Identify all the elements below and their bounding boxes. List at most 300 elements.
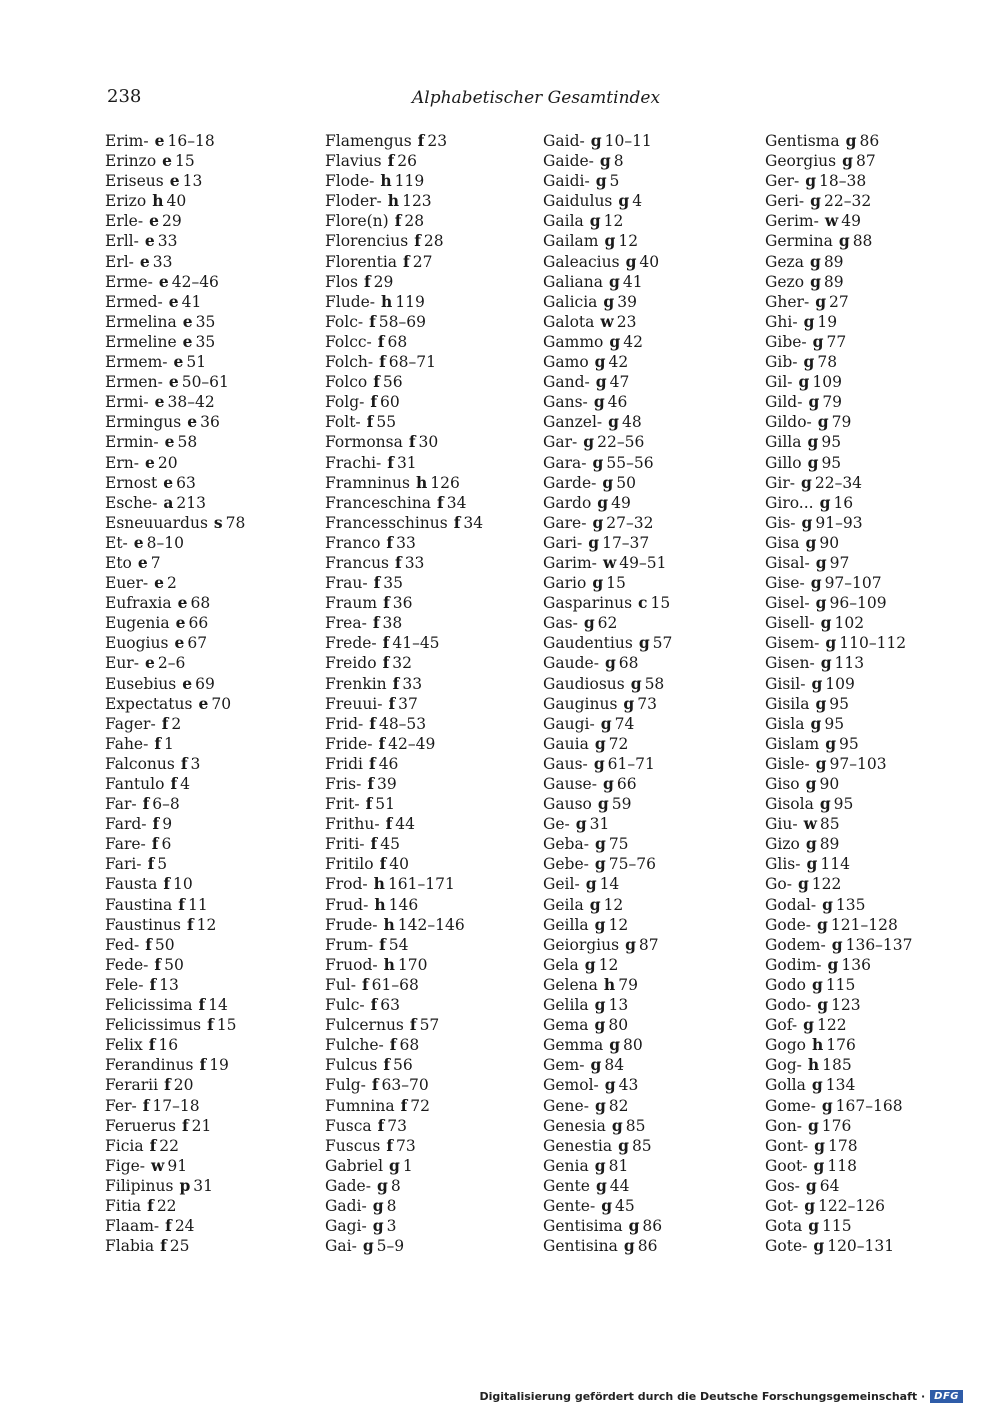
index-entry (325, 473, 550, 493)
index-entry-name: Erinzo (105, 152, 157, 171)
index-entry-section: g (602, 774, 614, 793)
index-entry-name: Gaudiosus (543, 674, 625, 693)
index-entry-name: Gisell- (765, 614, 815, 633)
index-entry-number: 38 (382, 614, 403, 633)
index-entry-section: f (403, 251, 410, 271)
index-entry-name: Fard- (105, 815, 147, 834)
index-column-3 (543, 131, 768, 1256)
index-entry-name: Gisal- (765, 553, 810, 572)
index-entry-section: f (369, 311, 376, 331)
index-entry-name: Gardo (543, 493, 592, 512)
index-entry (765, 1176, 990, 1196)
index-entry-number: 8–10 (146, 533, 184, 552)
index-entry-name: Flode- (325, 172, 375, 191)
index-entry (765, 1136, 990, 1156)
index-entry-section: g (842, 151, 853, 171)
index-entry-name: Francus (325, 553, 390, 572)
index-entry-number: 13 (608, 996, 629, 1015)
index-entry (543, 854, 768, 874)
footer-text: Digitalisierung gefördert durch die Deutsche Forschungsgemeinschaft · (479, 1390, 926, 1403)
index-entry-section: e (139, 251, 150, 271)
index-entry-section: g (815, 753, 827, 773)
index-entry-number: 97–103 (829, 754, 887, 773)
index-entry-section: e (173, 352, 184, 372)
index-entry-number: 45 (380, 835, 400, 854)
index-entry-number: 123 (831, 996, 861, 1015)
index-entry (765, 473, 990, 493)
index-entry-number: 43 (618, 1076, 639, 1095)
index-entry-section: g (594, 854, 606, 874)
index-entry-number: 185 (822, 1056, 852, 1075)
index-entry-number: 87 (638, 935, 659, 954)
index-entry-number: 95 (821, 453, 842, 472)
index-entry-number: 5 (609, 172, 620, 191)
index-entry (765, 533, 990, 553)
index-entry-name: Fulcus (325, 1056, 378, 1075)
index-entry-number: 42–46 (171, 272, 219, 291)
index-entry (325, 352, 550, 372)
index-entry (325, 231, 550, 251)
index-entry-name: Fuscus (325, 1136, 381, 1155)
index-entry-section: f (437, 492, 444, 512)
index-entry-name: Frachi- (325, 453, 382, 472)
index-entry-name: Gaugi- (543, 714, 595, 733)
index-entry (325, 633, 550, 653)
index-entry-section: g (630, 673, 642, 693)
index-entry-name: Frid- (325, 714, 364, 733)
index-entry-name: Framninus (325, 473, 410, 492)
index-entry-section: f (386, 532, 394, 552)
index-entry-section: f (148, 1035, 156, 1055)
index-entry (765, 613, 990, 633)
index-entry-section: g (808, 1216, 820, 1236)
index-entry-name: Gaudentius (543, 634, 633, 653)
index-entry-section: g (594, 352, 606, 372)
index-entry-number: 86 (642, 1217, 663, 1236)
index-entry-name: Frude- (325, 915, 378, 934)
index-entry-section: f (382, 633, 390, 653)
index-entry-name: Fede- (105, 955, 149, 974)
index-entry (325, 412, 550, 432)
dfg-logo-icon: DFG (930, 1390, 963, 1403)
index-entry (765, 513, 990, 533)
index-entry-name: Erll- (105, 232, 139, 251)
index-entry (543, 453, 768, 473)
index-entry (765, 211, 990, 231)
index-entry (325, 915, 550, 935)
index-entry-section: f (379, 854, 387, 874)
index-entry-name: Germina (765, 232, 833, 251)
index-entry-number: 42–49 (388, 734, 436, 753)
index-entry-section: f (152, 814, 160, 834)
index-entry-section: h (383, 954, 395, 974)
index-entry-number: 48 (621, 413, 642, 432)
index-entry-name: Fraum (325, 594, 378, 613)
index-entry (543, 151, 768, 171)
index-entry-number: 73 (395, 1136, 416, 1155)
index-entry (543, 1136, 768, 1156)
index-entry (765, 895, 990, 915)
index-entry-section: w (151, 1155, 165, 1175)
index-entry-name: Ermem- (105, 353, 168, 372)
index-entry-name: Fer- (105, 1096, 137, 1115)
index-entry (325, 714, 550, 734)
index-entry-section: f (414, 231, 421, 251)
index-entry-section: g (805, 1175, 817, 1195)
index-entry-name: Gentisma (765, 132, 840, 150)
index-entry-name: Godo- (765, 996, 812, 1015)
index-entry-number: 74 (614, 714, 635, 733)
index-entry-number: 7 (150, 553, 161, 572)
index-entry-name: Gisel- (765, 594, 810, 613)
index-entry-section: g (604, 1075, 616, 1095)
index-entry (543, 533, 768, 553)
index-entry (765, 1196, 990, 1216)
index-entry-number: 91–93 (815, 513, 863, 532)
index-entry-number: 11 (187, 895, 208, 914)
index-entry-section: g (609, 1035, 621, 1055)
index-entry-name: Ermen- (105, 373, 163, 392)
index-entry (325, 874, 550, 894)
index-entry (765, 131, 990, 151)
index-entry (105, 613, 330, 633)
index-entry-section: g (825, 733, 837, 753)
index-entry-name: Ful- (325, 975, 356, 994)
index-entry (325, 191, 550, 211)
index-entry (543, 171, 768, 191)
index-entry-name: Felicissima (105, 996, 193, 1015)
index-entry (543, 895, 768, 915)
index-entry (105, 674, 330, 694)
index-entry (105, 292, 330, 312)
index-entry-number: 56 (382, 373, 403, 392)
index-entry-name: Gentisima (543, 1217, 623, 1236)
index-entry-section: f (163, 874, 171, 894)
index-entry-name: Galeacius (543, 252, 620, 271)
index-entry-number: 42 (608, 353, 629, 372)
index-entry-section: f (373, 573, 381, 593)
index-entry-name: Fige- (105, 1156, 146, 1175)
index-entry-section: g (593, 753, 605, 773)
index-entry-name: Fitia (105, 1196, 142, 1215)
index-entry-name: Gild- (765, 393, 803, 412)
index-entry-name: Gezo (765, 272, 805, 291)
index-entry-section: f (149, 1135, 157, 1155)
index-entry (543, 995, 768, 1015)
index-entry-name: Felicissimus (105, 1016, 202, 1035)
index-entry-name: Euer- (105, 574, 149, 593)
index-entry-section: f (364, 271, 371, 291)
index-entry-section: g (807, 452, 819, 472)
index-entry-number: 126 (430, 473, 460, 492)
index-entry-section: g (590, 1055, 602, 1075)
index-entry-number: 45 (615, 1196, 635, 1215)
index-entry-name: Frea- (325, 614, 367, 633)
index-entry-section: g (611, 1115, 623, 1135)
index-entry-name: Ge- (543, 815, 570, 834)
index-entry-number: 97 (829, 553, 850, 572)
index-entry (105, 814, 330, 834)
index-entry-name: Et- (105, 533, 128, 552)
index-entry-section: g (594, 1095, 606, 1115)
index-entry (105, 1015, 330, 1035)
index-entry (105, 352, 330, 372)
index-entry-section: g (623, 1236, 635, 1256)
index-entry-number: 4 (180, 775, 190, 793)
index-entry-section: f (388, 693, 396, 713)
index-entry-section: f (379, 934, 386, 954)
index-entry-section: g (805, 774, 817, 793)
index-entry-name: Gise- (765, 574, 805, 593)
index-entry-name: Goot- (765, 1156, 808, 1175)
index-entry (325, 1035, 550, 1055)
index-entry (543, 694, 768, 714)
index-entry-number: 12 (196, 915, 217, 934)
index-entry-number: 58 (177, 433, 198, 452)
index-entry (325, 151, 550, 171)
index-entry-name: Gisem- (765, 634, 820, 653)
index-entry-number: 82 (608, 1096, 629, 1115)
index-entry-number: 20 (157, 453, 178, 472)
index-entry-number: 123 (402, 192, 432, 211)
index-entry-number: 25 (169, 1237, 190, 1256)
index-entry-number: 2 (167, 574, 177, 593)
index-entry-name: Frithu- (325, 815, 380, 834)
index-entry (325, 392, 550, 412)
index-entry-number: 178 (828, 1136, 858, 1155)
index-entry (105, 754, 330, 774)
index-entry-section: h (415, 472, 428, 492)
index-entry-name: Ermeline (105, 332, 177, 351)
index-entry (765, 272, 990, 292)
index-entry-section: g (819, 794, 831, 814)
index-entry-section: g (822, 894, 833, 914)
index-entry (325, 553, 550, 573)
index-entry-name: Frau- (325, 574, 368, 593)
index-entry-number: 35 (195, 312, 216, 331)
index-entry-name: Glis- (765, 855, 801, 874)
index-entry-number: 70 (211, 694, 232, 713)
index-entry (325, 1216, 550, 1236)
index-entry-number: 33 (396, 533, 416, 552)
index-entry-section: e (154, 573, 164, 593)
index-entry (543, 432, 768, 452)
index-column-4 (765, 131, 990, 1256)
index-entry-number: 66 (188, 614, 209, 633)
index-entry-name: Folch- (325, 353, 374, 372)
index-entry-name: Gir- (765, 473, 795, 492)
index-entry-number: 119 (395, 292, 425, 311)
index-entry-number: 8 (390, 1176, 401, 1195)
index-entry-name: Erim- (105, 132, 149, 150)
index-entry (325, 955, 550, 975)
index-entry-number: 29 (161, 212, 182, 231)
index-entry-section: f (165, 1216, 172, 1236)
index-entry (105, 955, 330, 975)
index-entry-section: g (804, 1195, 816, 1215)
index-entry (105, 1096, 330, 1116)
index-entry (105, 1055, 330, 1075)
index-entry-section: f (387, 452, 394, 472)
index-entry-name: Folg- (325, 393, 365, 412)
index-entry-name: Gaide- (543, 152, 594, 171)
index-entry-section: g (592, 512, 604, 532)
index-entry-number: 6–8 (152, 795, 180, 814)
index-entry-number: 122 (816, 1016, 847, 1035)
index-entry-name: Formonsa (325, 433, 403, 452)
index-entry (105, 915, 330, 935)
index-entry-section: e (144, 231, 155, 251)
index-entry-number: 109 (812, 373, 842, 392)
index-entry (543, 191, 768, 211)
index-entry-name: Gaila (543, 212, 584, 231)
index-entry-section: f (365, 794, 373, 814)
index-entry (543, 1055, 768, 1075)
index-entry (325, 1236, 550, 1256)
index-entry (325, 1055, 550, 1075)
index-entry-number: 32 (392, 654, 412, 673)
index-entry (765, 292, 990, 312)
index-entry-name: Ern- (105, 453, 139, 472)
index-entry (105, 453, 330, 473)
index-entry-section: g (583, 432, 595, 452)
index-entry-number: 91 (167, 1156, 188, 1175)
index-entry (765, 453, 990, 473)
index-entry-section: g (810, 191, 822, 211)
index-entry-number: 41–45 (392, 634, 440, 653)
index-entry-number: 146 (388, 895, 419, 914)
index-entry (543, 292, 768, 312)
index-entry-section: f (145, 934, 152, 954)
index-entry-name: Fari- (105, 855, 142, 874)
index-entry-name: Folc- (325, 312, 364, 331)
index-entry-section: g (820, 613, 832, 633)
index-entry-section: g (597, 492, 609, 512)
index-entry-name: Gari- (543, 533, 583, 552)
index-entry-name: Fulche- (325, 1036, 384, 1055)
index-entry-number: 120–131 (827, 1237, 895, 1256)
index-entry (543, 231, 768, 251)
index-entry-number: 2–6 (157, 654, 186, 673)
index-entry (325, 1196, 550, 1216)
index-entry (765, 814, 990, 834)
index-entry-section: e (177, 593, 188, 613)
index-entry (325, 533, 550, 553)
index-entry-number: 59 (611, 795, 632, 814)
index-entry-name: Flavius (325, 152, 382, 171)
index-entry-section: g (589, 211, 601, 231)
index-entry-name: Geri- (765, 192, 805, 211)
index-entry (765, 915, 990, 935)
index-entry-name: Fulcernus (325, 1016, 404, 1035)
index-entry-number: 113 (834, 654, 865, 673)
index-entry-name: Flabia (105, 1237, 155, 1256)
index-entry-section: g (821, 1095, 833, 1115)
index-entry-number: 96–109 (829, 594, 887, 613)
index-entry-section: a (163, 492, 174, 512)
index-entry (325, 613, 550, 633)
index-entry-name: Eufraxia (105, 594, 172, 613)
index-entry-name: Gisle- (765, 754, 810, 773)
index-entry (543, 573, 768, 593)
index-entry-name: Geilla (543, 915, 589, 934)
index-entry-number: 63 (380, 996, 401, 1015)
index-entry-section: f (453, 512, 461, 532)
index-entry-number: 28 (404, 212, 425, 231)
index-entry-number: 1 (402, 1156, 413, 1175)
index-entry (325, 674, 550, 694)
index-entry-name: Gisil- (765, 674, 806, 693)
index-entry-name: Genestia (543, 1136, 613, 1155)
index-entry-section: g (815, 593, 827, 613)
index-entry-section: g (819, 492, 831, 512)
index-entry (325, 734, 550, 754)
index-entry (765, 995, 990, 1015)
index-entry-number: 49 (611, 493, 631, 512)
index-entry-number: 73 (637, 694, 657, 713)
index-entry-name: Franco (325, 533, 381, 552)
index-entry-name: Gilla (765, 433, 802, 452)
index-entry (543, 1156, 768, 1176)
index-entry-name: Gans- (543, 393, 588, 412)
index-entry-section: g (594, 1155, 606, 1175)
index-entry (105, 935, 330, 955)
index-entry-number: 58 (644, 674, 665, 693)
index-entry-number: 118 (827, 1156, 857, 1175)
index-entry-name: Gibe- (765, 332, 807, 351)
index-entry-name: Folt- (325, 413, 361, 432)
index-entry-number: 2 (171, 714, 182, 733)
index-entry-number: 19 (817, 312, 838, 331)
index-entry (543, 272, 768, 292)
index-entry (105, 1035, 330, 1055)
index-entry-section: g (813, 1155, 825, 1175)
index-entry (765, 1216, 990, 1236)
index-entry (105, 1236, 330, 1256)
index-entry-number: 90 (819, 533, 840, 552)
index-entry-name: Godal- (765, 895, 817, 914)
index-entry-name: Ghi- (765, 312, 798, 331)
index-entry-number: 122 (811, 875, 842, 894)
index-entry-section: g (592, 573, 604, 593)
index-entry-number: 49 (841, 212, 861, 231)
index-entry-number: 1 (164, 734, 174, 753)
index-entry-name: Ferarii (105, 1076, 159, 1095)
index-entry-number: 14 (208, 996, 228, 1015)
index-entry (765, 593, 990, 613)
index-entry-number: 73 (387, 1116, 408, 1135)
index-entry (765, 674, 990, 694)
index-entry-number: 121–128 (830, 915, 898, 934)
index-entry (543, 774, 768, 794)
index-entry-number: 8 (613, 152, 624, 171)
index-entry-number: 44 (395, 815, 415, 834)
index-entry-number: 75 (608, 835, 629, 854)
index-entry-section: e (169, 171, 180, 191)
index-entry-section: g (595, 372, 607, 392)
index-entry-number: 15 (175, 152, 195, 171)
index-entry-number: 22–34 (814, 473, 863, 492)
index-entry (105, 372, 330, 392)
index-entry-number: 78 (225, 513, 246, 532)
index-entry-section: h (152, 191, 164, 211)
index-entry-number: 4 (632, 192, 643, 211)
index-entry-section: f (373, 372, 380, 392)
index-entry-name: Flamengus (325, 132, 412, 150)
index-entry-number: 33 (402, 674, 423, 693)
index-entry-name: Euogius (105, 634, 169, 653)
index-entry-name: Gentisina (543, 1237, 618, 1256)
